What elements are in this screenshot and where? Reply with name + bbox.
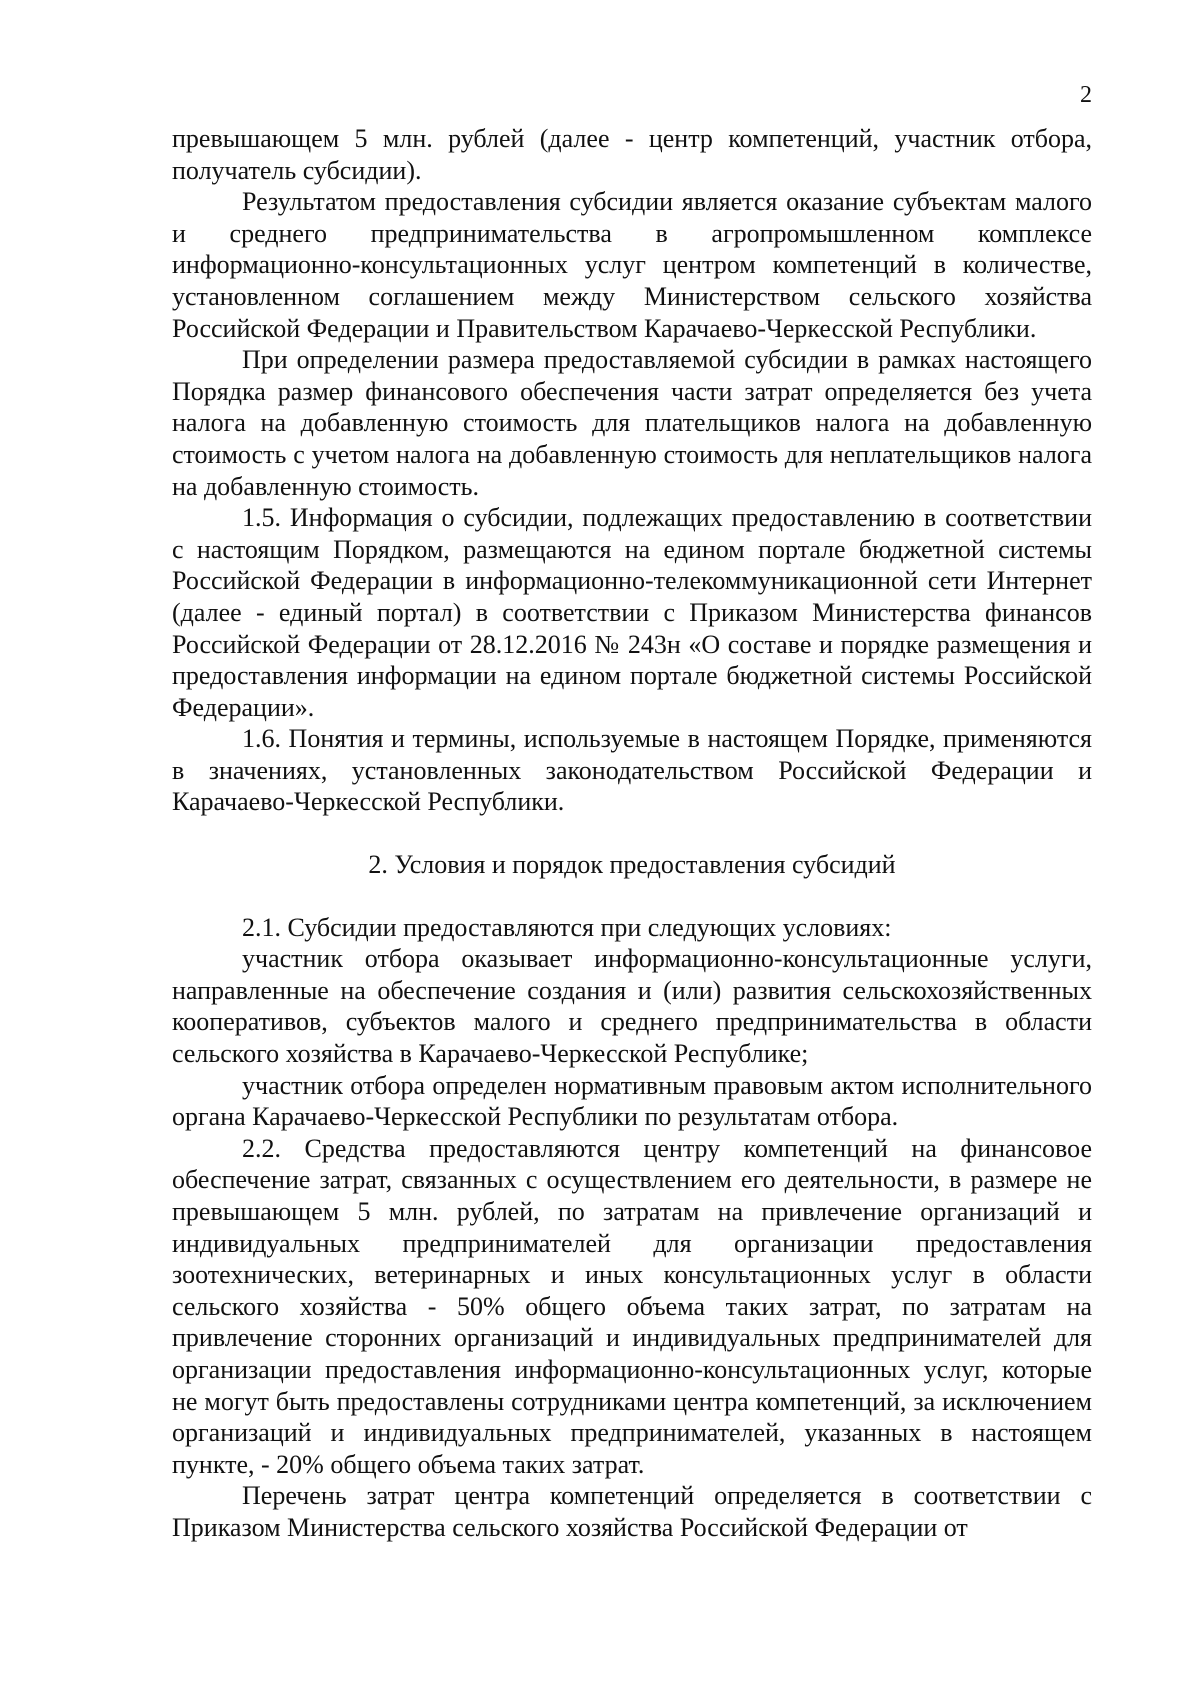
document-body (172, 123, 1092, 1544)
paragraph-condition-selection: участник отбора определен нормативным правовым актом исполнительного органа Карачаево-Черкесской Республики по результатам отбора. (172, 1070, 1092, 1132)
section-heading: 2. Условия и порядок предоставления субсидий (368, 850, 896, 880)
paragraph-2-1: 2.1. Субсидии предоставляются при следующих условиях: (242, 912, 892, 942)
paragraph-2-2: 2.2. Средства предоставляются центру компетенций на финансовое обеспечение затрат, связанных с осуществлением его деятельности, в размере не превышающем 5 млн. рублей, по затратам на привлечение организаций и индивидуальных предпринимателей для организации предоставления зоотехнических, ветеринарных и иных консультационных услуг в области сельского хозяйства - 50% общего объема таких затрат, по затратам на привлечение сторонних организаций и индивидуальных предпринимателей для организации предоставления информационно-консультационных услуг, которые не могут быть предоставлены сотрудниками центра компетенций, за исключением организаций и индивидуальных предпринимателей, указанных в настоящем пункте, - 20% общего объема таких затрат. (172, 1133, 1092, 1479)
paragraph-subsidy-result: Результатом предоставления субсидии является оказание субъектам малого и среднего предпринимательства в агропромышленном комплексе информационно-консультационных услуг центром компетенций в количестве, установленном соглашением между Министерством сельского хозяйства Российской Федерации и Правительством Карачаево-Черкесской Республики. (172, 187, 1092, 343)
paragraph-1-6: 1.6. Понятия и термины, используемые в настоящем Порядке, применяются в значениях, установленных законодательством Российской Федерации и Карачаево-Черкесской Республики. (172, 724, 1092, 817)
paragraph-1-5: 1.5. Информация о субсидии, подлежащих предоставлению в соответствии с настоящим Порядком, размещаются на едином портале бюджетной системы Российской Федерации в информационно-телекоммуникационной сети Интернет (далее - единый портал) в соответствии с Приказом Министерства финансов Российской Федерации от 28.12.2016 № 243н «О составе и порядке размещения и предоставления информации на едином портале бюджетной системы Российской Федерации». (172, 503, 1092, 722)
paragraph-subsidy-size: При определении размера предоставляемой субсидии в рамках настоящего Порядка размер финансового обеспечения части затрат определяется без учета налога на добавленную стоимость для плательщиков налога на добавленную стоимость с учетом налога на добавленную стоимость для неплательщиков налога на добавленную стоимость. (172, 345, 1092, 501)
paragraph-continuation: превышающем 5 млн. рублей (далее - центр компетенций, участник отбора, получатель субсидии). (172, 124, 1092, 185)
paragraph-costs-list: Перечень затрат центра компетенций определяется в соответствии с Приказом Министерства сельского хозяйства Российской Федерации от (172, 1481, 1092, 1542)
page-number: 2 (1080, 82, 1092, 108)
paragraph-condition-services: участник отбора оказывает информационно-консультационные услуги, направленные на обеспечение создания и (или) развития сельскохозяйственных кооперативов, субъектов малого и среднего предпринимательства в области сельского хозяйства в Карачаево-Черкесской Республике; (172, 944, 1092, 1069)
